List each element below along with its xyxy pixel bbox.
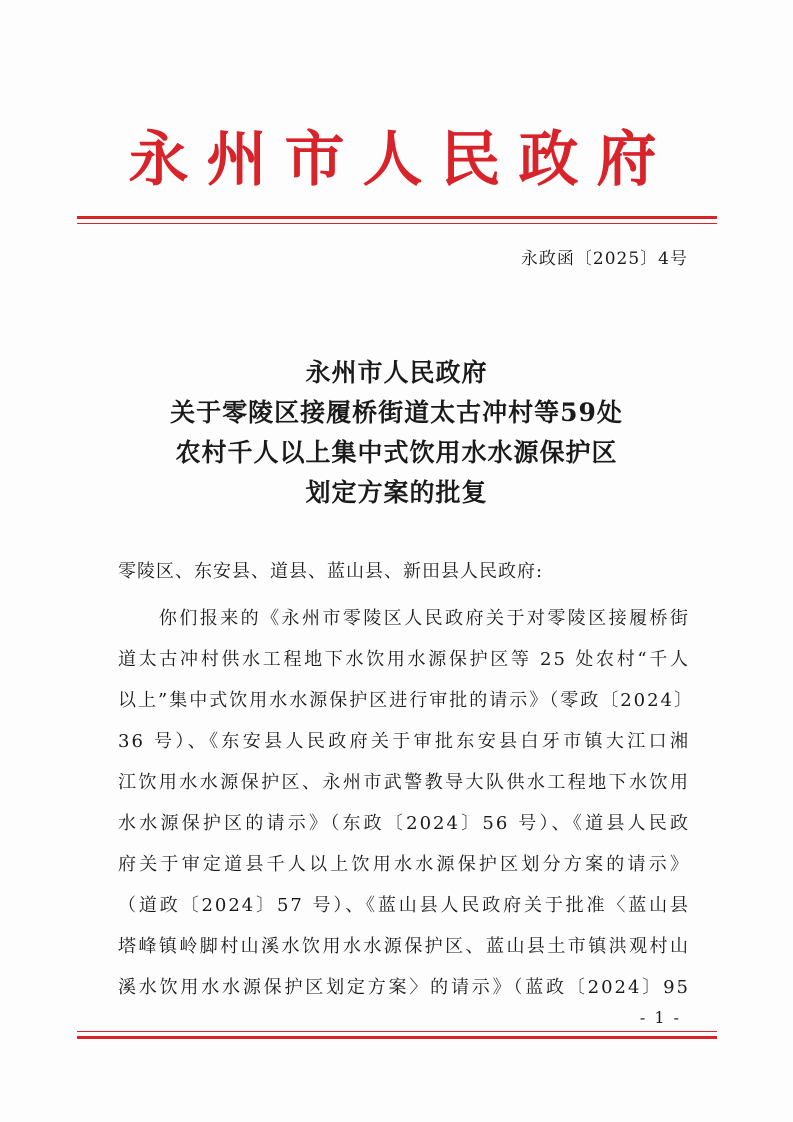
letterhead-title: 永州市人民政府 xyxy=(128,125,675,195)
addressee: 零陵区、东安县、道县、蓝山县、新田县人民政府: xyxy=(118,561,544,582)
footer-red-rule-thin xyxy=(77,1031,717,1032)
title-line: 永州市人民政府 xyxy=(305,358,488,387)
body-line: 36 号）、《东安县人民政府关于审批东安县白牙市镇大江口湘 xyxy=(118,731,690,752)
body-line: （道政〔2024〕57 号）、《蓝山县人民政府关于批准〈蓝山县 xyxy=(118,895,690,916)
body-line: 塔峰镇岭脚村山溪水饮用水水源保护区、蓝山县土市镇洪观村山 xyxy=(118,936,690,957)
letterhead-red-rule-thick xyxy=(77,216,717,219)
letterhead-red-rule-thin xyxy=(77,223,717,224)
footer-red-rule-thick xyxy=(77,1036,717,1039)
body-line: 溪水饮用水水源保护区划定方案〉的请示》（蓝政〔2024〕95 xyxy=(118,977,690,998)
body-line: 江饮用水水源保护区、永州市武警教导大队供水工程地下水饮用 xyxy=(118,772,690,793)
title-line: 划定方案的批复 xyxy=(305,478,488,507)
body-line: 府关于审定道县千人以上饮用水水源保护区划分方案的请示》 xyxy=(118,854,690,875)
document-number: 永政函〔2025〕4号 xyxy=(520,249,688,269)
body-line: 以上”集中式饮用水水源保护区进行审批的请示》（零政〔2024〕 xyxy=(118,690,695,711)
body-line: 道太古冲村供水工程地下水饮用水源保护区等 25 处农村“千人 xyxy=(118,649,690,670)
page-number: - 1 - xyxy=(639,1008,681,1027)
title-line: 关于零陵区接履桥街道太古冲村等59处 xyxy=(170,398,623,427)
body-paragraph xyxy=(118,598,695,1008)
title-line: 农村千人以上集中式饮用水水源保护区 xyxy=(175,438,618,467)
document-title xyxy=(0,353,793,513)
body-line: 你们报来的《永州市零陵区人民政府关于对零陵区接履桥街 xyxy=(118,608,690,629)
body-line: 水水源保护区的请示》（东政〔2024〕56 号）、《道县人民政 xyxy=(118,813,690,834)
